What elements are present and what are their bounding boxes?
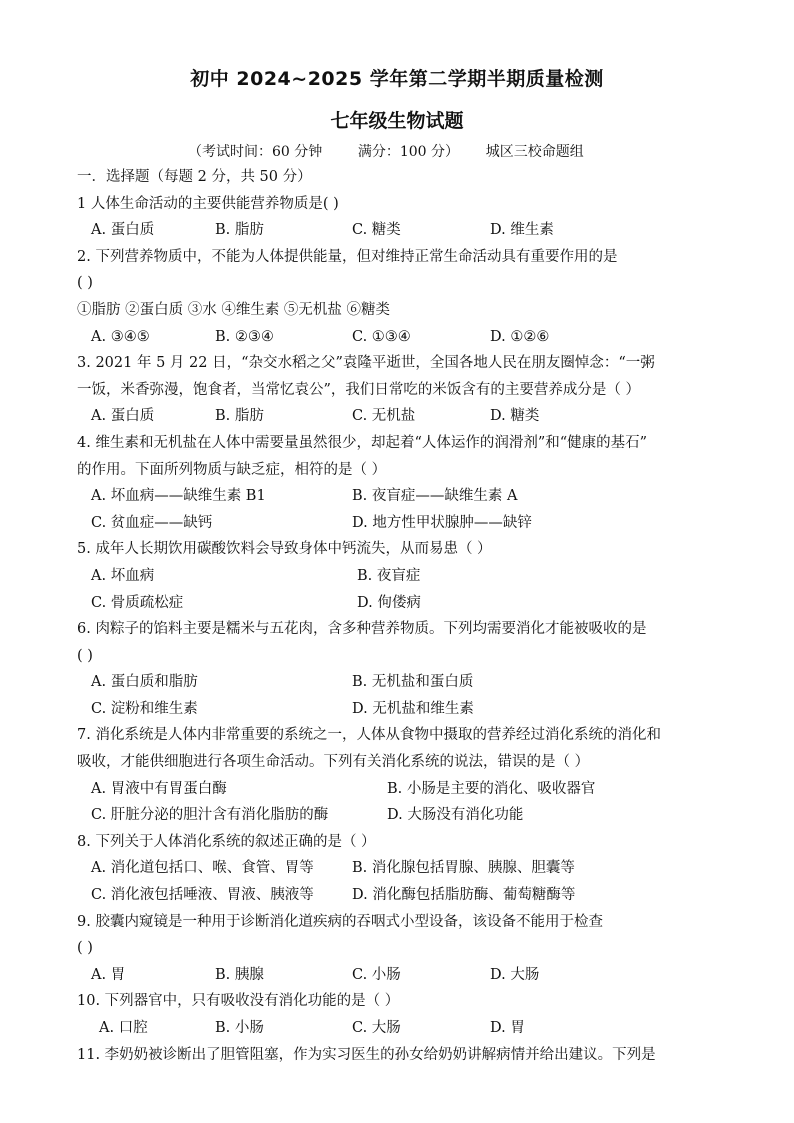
option-c[interactable]: C. 淀粉和维生素 (91, 700, 198, 717)
option-c[interactable]: C. 糖类 (352, 222, 401, 239)
option-d[interactable]: D. 无机盐和维生素 (352, 700, 474, 717)
option-d[interactable]: D. 地方性甲状腺肿——缺锌 (352, 514, 532, 531)
option-a[interactable]: A. 胃液中有胃蛋白酶 (91, 780, 227, 797)
question-7-stem-cont: 吸收，才能供细胞进行各项生命活动。下列有关消化系统的说法，错误的是（ ） (77, 754, 590, 771)
option-d[interactable]: D. 大肠没有消化功能 (387, 807, 524, 824)
question-5-stem: 5. 成年人长期饮用碳酸饮料会导致身体中钙流失，从而易患（ ） (77, 541, 492, 558)
question-9-stem: 9. 胶囊内窥镜是一种用于诊断消化道疾病的吞咽式小型设备，该设备不能用于检查 (77, 913, 603, 930)
question-4-stem: 4. 维生素和无机盐在人体中需要量虽然很少，却起着“人体运作的润滑剂”和“健康的基石” (77, 434, 648, 451)
option-a[interactable]: A. 消化道包括口、喉、食管、胃等 (91, 860, 314, 877)
question-list (77, 164, 727, 1068)
option-c[interactable]: C. 骨质疏松症 (91, 594, 184, 611)
option-d[interactable]: D. 糖类 (490, 408, 540, 425)
question-1-options (77, 217, 727, 244)
option-c[interactable]: C. 小肠 (352, 966, 401, 983)
question-8-stem: 8. 下列关于人体消化系统的叙述正确的是（ ） (77, 833, 376, 850)
option-b[interactable]: B. 消化腺包括胃腺、胰腺、胆囊等 (352, 860, 575, 877)
question-1-stem: 1 人体生命活动的主要供能营养物质是( ) (77, 195, 339, 212)
question-7-options-ab (77, 776, 727, 803)
question-2-stem-cont: ( ) (77, 275, 93, 292)
option-c[interactable]: C. 消化液包括唾液、胃液、胰液等 (91, 887, 314, 904)
option-b[interactable]: B. 脂肪 (215, 408, 264, 425)
question-6-options-cd (77, 696, 727, 723)
option-b[interactable]: B. 无机盐和蛋白质 (352, 674, 474, 691)
question-2-items: ①脂肪 ②蛋白质 ③水 ④维生素 ⑤无机盐 ⑥糖类 (77, 301, 391, 318)
option-c[interactable]: C. 肝脏分泌的胆汁含有消化脂肪的酶 (91, 807, 329, 824)
question-8-options-cd (77, 882, 727, 909)
question-4-options-ab (77, 483, 727, 510)
option-b[interactable]: B. 小肠 (215, 1020, 264, 1036)
option-c[interactable]: C. ①③④ (352, 328, 411, 345)
option-c[interactable]: C. 大肠 (352, 1020, 401, 1036)
question-3-stem-cont: 一饭，米香弥漫，饱食者，当常忆袁公”，我们日常吃的米饭含有的主要营养成分是（ ） (77, 381, 641, 398)
option-a[interactable]: A. 蛋白质和脂肪 (91, 674, 198, 691)
question-2-stem: 2. 下列营养物质中，不能为人体提供能量，但对维持正常生命活动具有重要作用的是 (77, 248, 618, 265)
option-b[interactable]: B. 脂肪 (215, 222, 264, 239)
option-d[interactable]: D. 佝偻病 (357, 594, 421, 611)
option-a[interactable]: A. ③④⑤ (91, 328, 150, 345)
question-4-options-cd (77, 510, 727, 537)
option-b[interactable]: B. 胰腺 (215, 966, 264, 983)
question-6-options-ab (77, 669, 727, 696)
option-c[interactable]: C. 无机盐 (352, 408, 416, 425)
option-d[interactable]: D. 消化酶包括脂肪酶、葡萄糖酶等 (352, 887, 576, 904)
question-3-options (77, 403, 727, 430)
option-b[interactable]: B. 夜盲症 (357, 567, 421, 584)
question-6-stem: 6. 肉粽子的馅料主要是糯米与五花肉，含多种营养物质。下列均需要消化才能被吸收的是 (77, 621, 647, 638)
question-9-stem-cont: ( ) (77, 940, 93, 957)
question-10-options (77, 1015, 727, 1042)
question-7-stem: 7. 消化系统是人体内非常重要的系统之一，人体从食物中摄取的营养经过消化系统的消化和 (77, 727, 661, 744)
option-d[interactable]: D. ①②⑥ (490, 328, 550, 345)
question-3-stem: 3. 2021 年 5 月 22 日，“杂交水稻之父”袁隆平逝世，全国各地人民在朋友圈悼念：“一粥 (77, 355, 655, 372)
option-a[interactable]: A. 胃 (91, 966, 126, 983)
question-2-options (77, 324, 727, 351)
option-a[interactable]: A. 坏血病——缺维生素 B1 (91, 488, 266, 505)
question-4-stem-cont: 的作用。下面所列物质与缺乏症，相符的是（ ） (77, 461, 387, 478)
option-a[interactable]: A. 口腔 (99, 1020, 148, 1036)
option-d[interactable]: D. 维生素 (490, 222, 554, 239)
option-a[interactable]: A. 蛋白质 (91, 222, 155, 239)
option-a[interactable]: A. 坏血病 (91, 567, 155, 584)
question-6-stem-cont: ( ) (77, 647, 93, 664)
question-5-options-cd (77, 590, 727, 617)
option-b[interactable]: B. ②③④ (215, 328, 274, 345)
option-b[interactable]: B. 小肠是主要的消化、吸收器官 (387, 780, 596, 797)
question-7-options-cd (77, 802, 727, 829)
option-c[interactable]: C. 贫血症——缺钙 (91, 514, 213, 531)
question-5-options-ab (77, 563, 727, 590)
option-d[interactable]: D. 大肠 (490, 966, 540, 983)
section-heading: 一．选择题（每题 2 分，共 50 分） (77, 169, 312, 185)
exam-info: （考试时间：60 分钟 满分：100 分） 城区三校命题组 (188, 144, 584, 160)
exam-subtitle: 七年级生物试题 (330, 110, 464, 132)
question-8-options-ab (77, 855, 727, 882)
option-b[interactable]: B. 夜盲症——缺维生素 A (352, 488, 518, 505)
question-9-options (77, 962, 727, 989)
question-11-stem: 11. 李奶奶被诊断出了胆管阻塞，作为实习医生的孙女给奶奶讲解病情并给出建议。下列是 (77, 1046, 656, 1063)
question-10-stem: 10. 下列器官中，只有吸收没有消化功能的是（ ） (77, 993, 400, 1010)
option-a[interactable]: A. 蛋白质 (91, 408, 155, 425)
exam-title: 初中 2024~2025 学年第二学期半期质量检测 (190, 68, 604, 90)
option-d[interactable]: D. 胃 (490, 1020, 525, 1036)
